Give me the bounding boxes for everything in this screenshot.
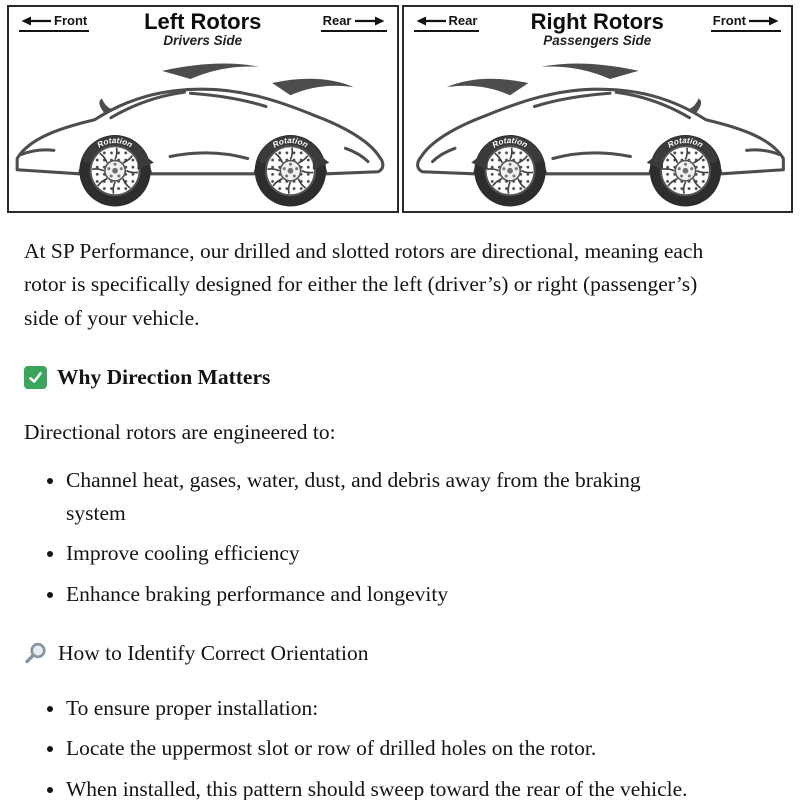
- panel-subtitle: Passengers Side: [543, 33, 652, 49]
- corner-label: Front: [54, 13, 88, 28]
- orientation-list: [24, 692, 704, 800]
- rear-direction-label: [321, 13, 387, 32]
- panel-title: Right Rotors: [530, 9, 664, 34]
- panel-right-rotors: [402, 5, 794, 213]
- bullet-item: • When installed, this pattern should sweep toward the rear of the vehicle.: [66, 773, 704, 800]
- intro-paragraph: At SP Performance, our drilled and slotted rotors are directional, meaning each rotor is specifically designed for either the left (driver’s) or right (passenger’s) side of your vehicle.: [24, 239, 704, 330]
- panel-subtitle: Drivers Side: [163, 33, 243, 49]
- section-heading-text: How to Identify Correct Orientation: [58, 640, 369, 665]
- panel-header: [404, 10, 792, 54]
- panel-header: [9, 10, 397, 54]
- rotor-direction-diagram: [7, 5, 793, 213]
- rotation-label: Rotation: [665, 135, 705, 150]
- section-heading-identify-orientation: [24, 637, 700, 670]
- corner-label: Front: [712, 13, 746, 28]
- rear-direction-label: [414, 13, 480, 32]
- bullet-item: • Improve cooling efficiency: [66, 537, 704, 570]
- front-direction-label: [19, 13, 89, 32]
- rotation-label: Rotation: [490, 135, 529, 150]
- arrow-left-icon: [21, 16, 51, 26]
- bullet-item: • Locate the uppermost slot or row of drilled holes on the rotor.: [66, 732, 704, 765]
- panel-title: Left Rotors: [144, 9, 262, 34]
- rotation-label: Rotation: [271, 135, 310, 150]
- rotation-label: Rotation: [95, 135, 135, 150]
- panel-left-rotors: [7, 5, 399, 213]
- arrow-right-icon: [355, 16, 385, 26]
- bullet-item: • Enhance braking performance and longevity: [66, 578, 704, 611]
- benefits-list: [24, 464, 704, 611]
- corner-label: Rear: [322, 13, 352, 28]
- front-direction-label: [711, 13, 781, 32]
- bullet-item: • Channel heat, gases, water, dust, and debris away from the braking system: [66, 464, 704, 531]
- corner-label: Rear: [448, 13, 478, 28]
- section-heading-text: Why Direction Matters: [57, 364, 271, 389]
- bullet-item: • To ensure proper installation:: [66, 692, 704, 725]
- arrow-left-icon: [416, 16, 446, 26]
- car-illustration-left: [9, 54, 397, 210]
- section-heading-direction-matters: [24, 361, 700, 394]
- magnifier-icon: [24, 641, 48, 665]
- article-body: [0, 213, 704, 800]
- car-illustration-right: [404, 54, 792, 210]
- arrow-right-icon: [749, 16, 779, 26]
- check-icon: [24, 366, 47, 389]
- lead-paragraph: Directional rotors are engineered to:: [24, 420, 336, 445]
